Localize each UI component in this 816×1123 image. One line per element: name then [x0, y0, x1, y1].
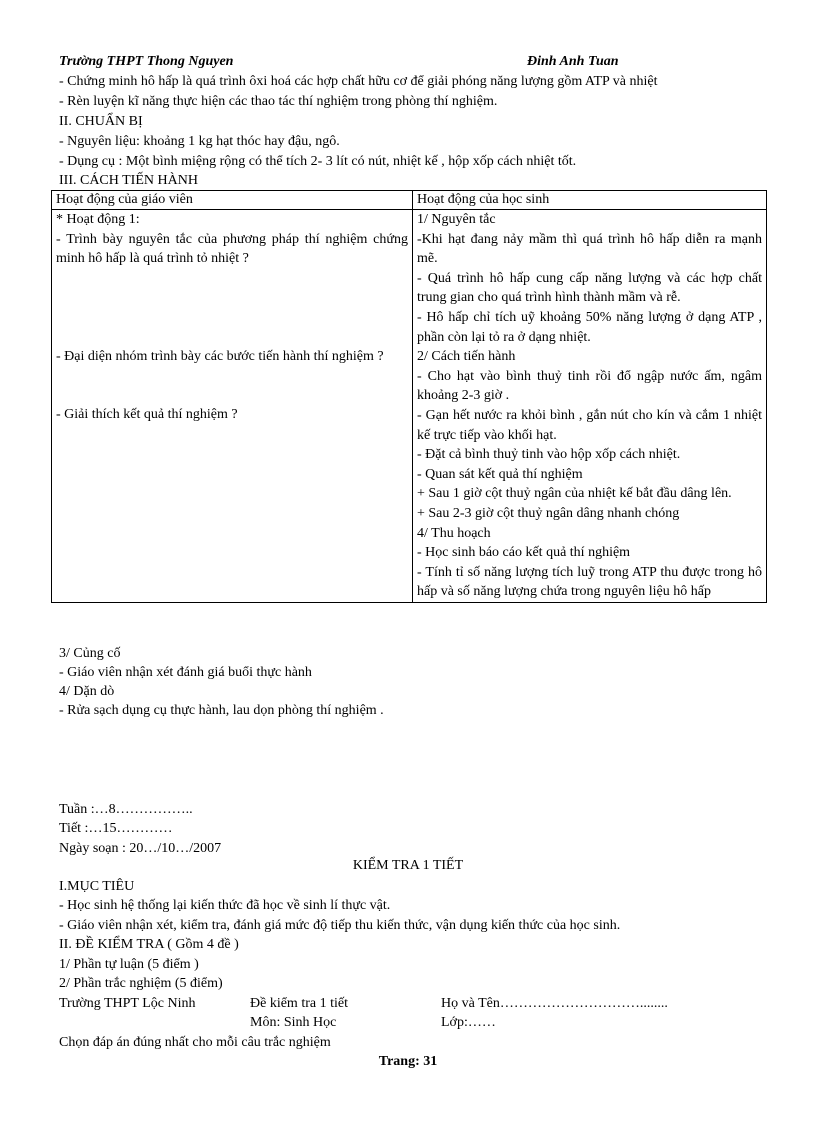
- objective-2: - Giáo viên nhận xét, kiểm tra, đánh giá mức độ tiếp thu kiến thức, vận dụng kiến thức của học sinh.: [59, 918, 621, 933]
- student-line: - Gạn hết nước ra khỏi bình , gắn nút cho kín và cắm 1 nhiệt kế trực tiếp vào khối hạt.: [417, 407, 762, 443]
- student-line: - Đặt cả bình thuỷ tinh vào hộp xốp cách nhiệt.: [417, 447, 681, 463]
- after-heading-2: 4/ Dặn dò: [59, 684, 115, 699]
- activity-table: [51, 190, 767, 603]
- name-field: Họ và Tên…………………………........: [441, 996, 668, 1011]
- student-line: - Học sinh báo cáo kết quả thí nghiệm: [417, 545, 631, 561]
- section2-title: II. CHUẨN BỊ: [59, 114, 143, 129]
- header-student: Hoạt động của học sinh: [413, 191, 767, 210]
- test-heading: II. ĐỀ KIỂM TRA ( Gồm 4 đề ): [59, 937, 239, 952]
- teacher-column: [52, 210, 413, 603]
- teacher-question-2: - Đại diện nhóm trình bày các bước tiến hành thí nghiệm ?: [56, 348, 384, 364]
- student-line: 2/ Cách tiến hành: [417, 349, 516, 365]
- lesson-week: Tuần :…8……………..: [59, 802, 193, 817]
- intro-line-1: - Chứng minh hô hấp là quá trình ôxi hoá các hợp chất hữu cơ để giải phóng năng lượng gồm ATP và nhiệt: [59, 74, 658, 89]
- instructions: Chọn đáp án đúng nhất cho mỗi câu trắc nghiệm: [59, 1035, 331, 1050]
- section2-item-2: - Dụng cụ : Một bình miệng rộng có thể tích 2- 3 lít có nút, nhiệt kế , hộp xốp cách nhiệt tốt.: [59, 154, 577, 169]
- table-body-row: [52, 210, 767, 603]
- test-title: KIỂM TRA 1 TIẾT: [352, 858, 464, 873]
- class-field: Lớp:……: [441, 1015, 496, 1030]
- student-line: - Cho hạt vào bình thuỷ tinh rồi đổ ngập nước ấm, ngâm khoảng 2-3 giờ .: [417, 368, 762, 404]
- part-1: 1/ Phần tự luận (5 điểm ): [59, 957, 199, 972]
- after-line-2: - Rửa sạch dụng cụ thực hành, lau dọn phòng thí nghiệm .: [59, 703, 384, 718]
- after-line-1: - Giáo viên nhận xét đánh giá buổi thực hành: [59, 665, 312, 680]
- student-column: [413, 210, 767, 603]
- header-teacher: Hoạt động của giáo viên: [52, 191, 413, 210]
- student-line: + Sau 1 giờ cột thuỷ ngân của nhiệt kế bắt đầu dâng lên.: [417, 486, 732, 502]
- lesson-period: Tiết :…15…………: [59, 821, 173, 836]
- student-line: - Quá trình hô hấp cung cấp năng lượng và các hợp chất trung gian cho quá trình hình thành mầm và rễ.: [417, 270, 762, 306]
- after-heading-1: 3/ Củng cố: [59, 646, 121, 661]
- student-line: - Quan sát kết quả thí nghiệm: [417, 466, 583, 482]
- student-line: -Khi hạt đang nảy mầm thì quá trình hô hấp diễn ra mạnh mẽ.: [417, 231, 762, 267]
- part-2: 2/ Phần trắc nghiệm (5 điểm): [59, 976, 223, 991]
- teacher-activity-1: * Hoạt động 1:: [56, 212, 140, 227]
- teacher-question-3: - Giải thích kết quả thí nghiệm ?: [56, 407, 238, 423]
- student-line: - Hô hấp chỉ tích uỹ khoảng 50% năng lượng ở dạng ATP , phần còn lại tỏ ra ở dạng nhiệt.: [417, 309, 762, 345]
- lesson-date: Ngày soạn : 20…/10…/2007: [59, 841, 222, 856]
- subject-label: Môn: Sinh Học: [250, 1015, 337, 1030]
- test-label: Đề kiểm tra 1 tiết: [250, 996, 348, 1011]
- section3-title: III. CÁCH TIẾN HÀNH: [59, 173, 198, 188]
- section2-item-1: - Nguyên liệu: khoảng 1 kg hạt thóc hay đậu, ngô.: [59, 134, 340, 149]
- school-name-2: Trường THPT Lộc Ninh: [59, 996, 196, 1011]
- header-author: Đinh Anh Tuan: [527, 54, 619, 69]
- student-line: 4/ Thu hoạch: [417, 525, 491, 541]
- student-line: + Sau 2-3 giờ cột thuỷ ngân dâng nhanh chóng: [417, 505, 680, 521]
- intro-line-2: - Rèn luyện kĩ năng thực hiện các thao tác thí nghiệm trong phòng thí nghiệm.: [59, 94, 498, 109]
- objective-1: - Học sinh hệ thống lại kiến thức đã học về sinh lí thực vật.: [59, 898, 391, 913]
- teacher-question-1: - Trình bày nguyên tắc của phương pháp thí nghiệm chứng minh hô hấp là quá trình tỏ nhiệt ?: [56, 231, 408, 267]
- page-number: Trang: 31: [378, 1054, 438, 1069]
- table-header-row: [52, 191, 767, 210]
- objectives-heading: I.MỤC TIÊU: [59, 879, 135, 894]
- student-line: 1/ Nguyên tắc: [417, 212, 496, 227]
- header-school: Trường THPT Thong Nguyen: [59, 54, 234, 69]
- student-line: - Tính tỉ số năng lượng tích luỹ trong ATP thu được trong hô hấp và số năng lượng chứa trong nguyên liệu hô hấp: [417, 564, 762, 600]
